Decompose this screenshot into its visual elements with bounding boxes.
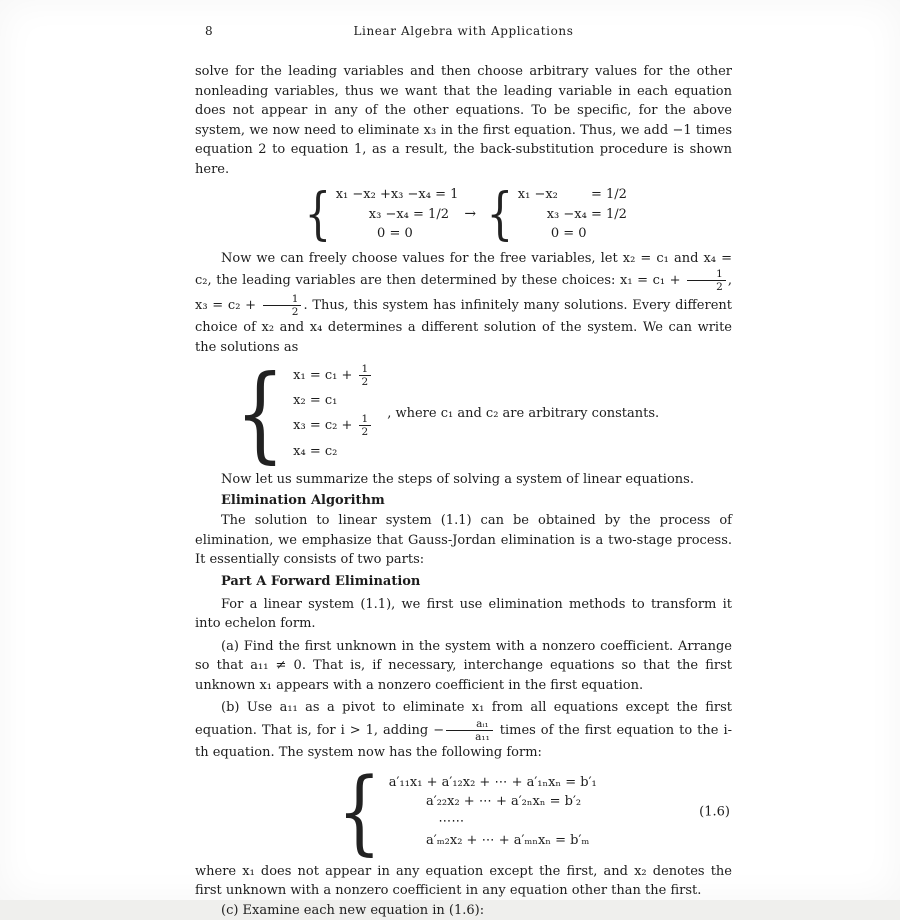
fraction	[359, 363, 372, 388]
equation-line: x₃ −x₄ = 1/2	[517, 206, 627, 222]
paragraph-free-variables	[195, 249, 732, 358]
page-content	[195, 24, 732, 920]
paragraph-two-stage: The solution to linear system (1.1) can be obtained by the process of elimination, we emphasize that Gauss-Jordan elimination is a two-stage process. It essentially consists of two parts:	[195, 513, 732, 567]
system-1-6	[330, 758, 597, 866]
fraction-denominator: 2	[361, 426, 369, 439]
text-segment: times of the first equation to the i-th equation. The system now has the following form:	[195, 722, 732, 760]
fraction-numerator: 1	[359, 363, 372, 376]
page-header	[195, 24, 732, 42]
fraction-numerator: 1	[263, 293, 302, 306]
paragraph-step-a: (a) Find the first unknown in the system with a nonzero coefficient. Arrange so that a₁₁ ≠ 0. That is, if necessary, interchange equations so that the first unknown x₁ appears with a nonzero coefficient in the first equation.	[195, 638, 732, 693]
heading-part-a: Part A Forward Elimination	[221, 573, 421, 589]
equation-solution-set	[227, 351, 732, 474]
fraction	[359, 413, 372, 438]
system-after-lines	[518, 185, 627, 244]
left-brace: {	[235, 351, 285, 474]
text-segment: Now we can freely choose values for the free variables, let x₂ = c₁ and x₄ = c₂, the leading variables are then determined by these choices: x₁ = c₁ +	[195, 250, 732, 289]
equation-line: ⋯⋯	[388, 813, 465, 829]
equation-line: a′ₘ₂x₂ + ⋯ + a′ₘₙxₙ = b′ₘ	[388, 833, 590, 849]
equation-back-substitution	[195, 181, 732, 247]
text-segment: x₃ = c₂ +	[293, 418, 357, 434]
paragraph-echelon: For a linear system (1.1), we first use elimination methods to transform it into echelon form.	[195, 596, 732, 631]
system-before-lines	[336, 185, 459, 244]
system-after	[482, 181, 627, 247]
page-number: 8	[205, 24, 213, 38]
running-title: Linear Algebra with Applications	[353, 24, 574, 38]
equation-line	[293, 388, 373, 413]
left-brace: {	[304, 181, 332, 247]
system-1-6-lines	[389, 773, 597, 851]
paragraph-step-b	[195, 698, 732, 762]
fraction	[446, 718, 493, 743]
system-before	[300, 181, 459, 247]
fraction-numerator: 1	[359, 413, 372, 426]
equation-line: x₃ −x₄ = 1/2	[335, 206, 449, 222]
equation-line: a′₂₂x₂ + ⋯ + a′₂ₙxₙ = b′₂	[388, 794, 582, 810]
equation-line: x₁ −x₂ = 1/2	[517, 187, 627, 202]
text-segment: x₁ = c₁ +	[293, 368, 357, 384]
text-segment: . Thus, this system has infinitely many solutions. Every different choice of x₂ and x₄ determines a different solution of the system. We can write the solutions as	[195, 298, 732, 355]
solution-note: , where c₁ and c₂ are arbitrary constants.	[387, 405, 660, 421]
fraction-denominator: 2	[291, 306, 299, 319]
equation-number: (1.6)	[699, 804, 730, 820]
fraction-numerator: 1	[687, 268, 726, 281]
fraction	[687, 268, 726, 293]
heading-elimination-algorithm: Elimination Algorithm	[221, 493, 385, 508]
paragraph-backsub-intro: solve for the leading variables and then choose arbitrary values for the other nonleading variables, thus we want that the leading variable in each equation does not appear in any of the other equations. To be specific, for the above system, we now need to eliminate x₃ in the first equation. Thus, we add −1 times equation 2 to equation 1, as a result, the back-substitution procedure is shown here.	[195, 64, 732, 177]
fraction-denominator: 2	[716, 281, 723, 294]
left-brace: {	[486, 181, 514, 247]
equation-line: 0 = 0	[517, 226, 587, 241]
text-segment: (b) Use a₁₁ as a pivot to eliminate x₁ from all equations except the first equation. That is, for i > 1, adding −	[195, 700, 732, 738]
fraction-denominator: 2	[361, 376, 369, 389]
paragraph-where-x1: where x₁ does not appear in any equation except the first, and x₂ denotes the first unknown with a nonzero coefficient in any equation other than the first.	[195, 863, 732, 899]
equation-line: a′₁₁x₁ + a′₁₂x₂ + ⋯ + a′₁ₙxₙ = b′₁	[388, 774, 597, 790]
paragraph-summarize: Now let us summarize the steps of solving a system of linear equations.	[221, 471, 694, 487]
text-segment: x₂ = c₁	[293, 393, 338, 409]
fraction-numerator: aᵢ₁	[446, 718, 493, 731]
equation-line: x₁ −x₂ +x₃ −x₄ = 1	[335, 187, 459, 202]
solution-lines	[293, 363, 373, 463]
fraction	[263, 293, 302, 318]
text-segment: x₄ = c₂	[293, 443, 338, 459]
equation-line: 0 = 0	[335, 226, 413, 241]
arrow-right-icon: →	[464, 206, 477, 223]
fraction-denominator: a₁₁	[475, 730, 490, 743]
equation-line	[293, 413, 373, 438]
paragraph-step-c: (c) Examine each new equation in (1.6):	[221, 902, 485, 918]
equation-line	[293, 439, 373, 464]
text-segment: , x₃ = c₂ +	[195, 273, 732, 314]
equation-1-6	[195, 758, 732, 866]
left-brace: {	[337, 758, 382, 866]
equation-line	[293, 363, 373, 388]
